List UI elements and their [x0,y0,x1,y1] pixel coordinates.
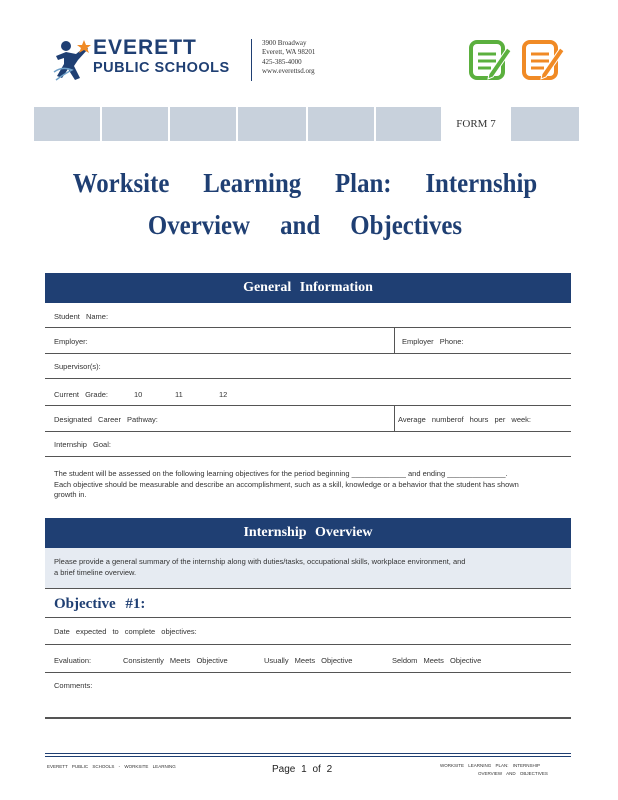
header-divider [251,39,252,81]
orange-document-icon [520,38,564,82]
grade-option-11: 11 [175,390,183,399]
field-divider [394,406,395,432]
evaluation-label: Evaluation: [54,656,92,665]
overview-line2: a brief timeline overview. [54,567,137,577]
assessment-line3: growth in. [54,490,87,499]
current-grade-row [45,379,571,406]
header-band-block [376,107,441,141]
overview-line1: Please provide a general summary of the internship along with duties/tasks, occupational skills, workplace environment, and [54,557,466,566]
district-address [262,39,315,77]
district-name: EVERETT [93,36,197,59]
green-document-icon [467,38,511,82]
footer-right-line1: WORKSITE LEARNING PLAN: INTERNSHIP [440,763,541,768]
career-pathway-label: Designated Career Pathway: [54,415,158,424]
internship-goal-label: Internship Goal: [54,440,111,449]
district-logo-emblem [52,36,92,82]
objective-title: Objective #1: [54,596,146,612]
objective-title-row [45,589,571,618]
header-band-block [170,107,236,141]
footer-rule-bottom [45,756,571,757]
evaluation-option-seldom: Seldom Meets Objective [392,656,482,665]
student-name-label: Student Name: [54,312,109,321]
district-subtitle: PUBLIC SCHOOLS [93,60,230,76]
form-number: FORM 7 [443,107,509,141]
footer-right-line2: OVERVIEW AND OBJECTIVES [478,771,548,776]
current-grade-label: Current Grade: [54,390,109,399]
evaluation-option-consistently: Consistently Meets Objective [123,656,228,665]
supervisor-label: Supervisor(s): [54,362,101,371]
document-title-line1: Worksite Learning Plan: Internship [72,168,538,198]
address-street: 3900 Broadway [262,39,307,47]
header-band-block [308,107,374,141]
grade-option-10: 10 [134,390,143,399]
page-number: Page 1 of 2 [272,764,333,775]
assessment-instructions [54,469,519,501]
address-website: www.everettsd.org [262,67,315,76]
document-title-line2: Overview and Objectives [147,210,463,240]
comments-label: Comments: [54,681,93,690]
header-band-block [34,107,100,141]
address-city: Everett, WA 98201 [262,48,316,57]
supervisor-row [45,354,571,379]
footer-rule-top [45,753,571,754]
assessment-line2: Each objective should be measurable and describe an accomplishment, such as a skill, knowledge or a behavior that the student has shown [54,479,519,489]
address-phone: 425-385-4000 [262,57,302,66]
grade-option-12: 12 [219,390,228,399]
assessment-line1: The student will be assessed on the following learning objectives for the period beginning _____________ and ending ______________. [54,469,508,478]
general-information-heading: General Information [45,273,571,303]
header-band-block [511,107,579,141]
internship-goal-row [45,432,571,457]
header-band-block [238,107,306,141]
comments-area [45,673,571,719]
overview-instructions [54,557,465,578]
internship-overview-heading: Internship Overview [45,518,571,548]
employer-phone-label: Employer Phone: [402,337,464,346]
field-divider [394,328,395,354]
student-name-row [45,303,571,328]
average-hours-label: Average numberof hours per week: [398,415,532,424]
evaluation-option-usually: Usually Meets Objective [264,656,353,665]
employer-label: Employer: [54,337,88,346]
date-expected-label: Date expected to complete objectives: [54,627,197,636]
header-band-block [102,107,168,141]
footer-left-text: EVERETT PUBLIC SCHOOLS - WORKSITE LEARNING [47,764,176,769]
employer-row [45,328,571,354]
